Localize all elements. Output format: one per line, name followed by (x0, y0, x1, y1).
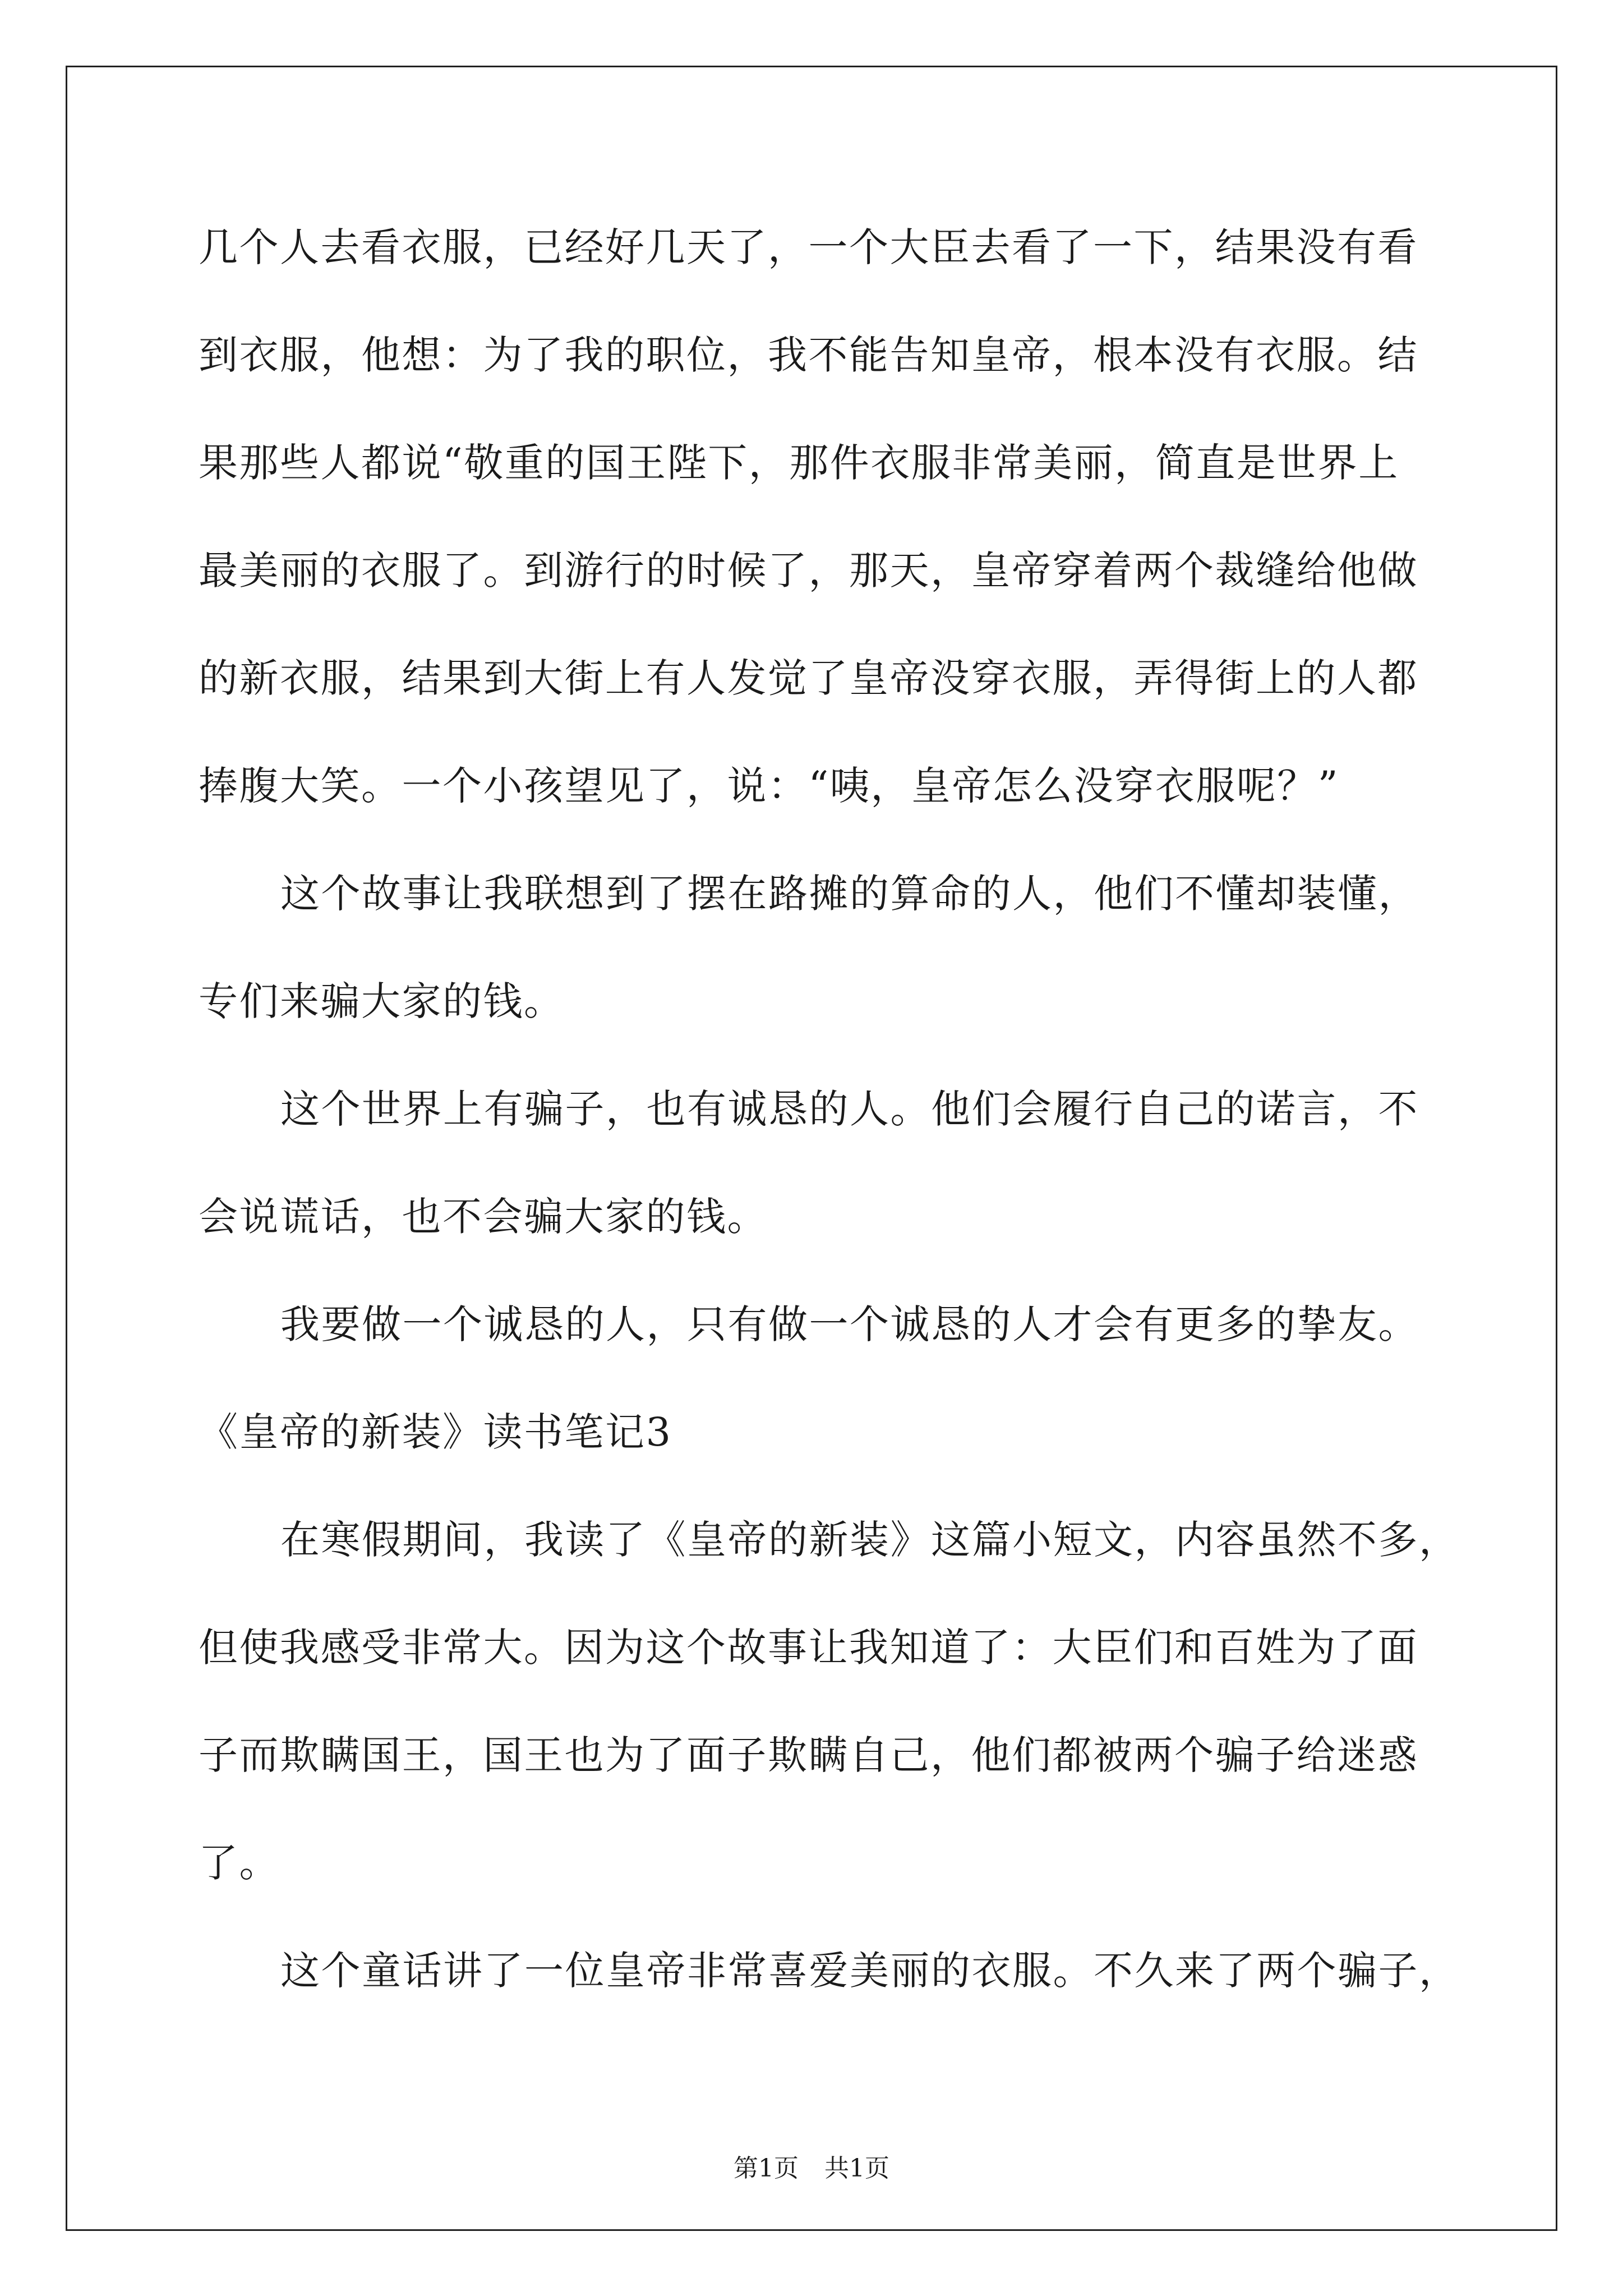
section-heading: 《皇帝的新装》读书笔记3 (199, 1409, 672, 1455)
document-body (199, 194, 1460, 2024)
text-line: 的新衣服，结果到大街上有人发觉了皇帝没穿衣服，弄得街上的人都 (199, 655, 1418, 701)
page-total: 共1页 (824, 2154, 889, 2183)
text-line: 专们来骗大家的钱。 (199, 978, 565, 1024)
text-line: 这个童话讲了一位皇帝非常喜爱美丽的衣服。不久来了两个骗子， (280, 1948, 1460, 1994)
text-line: 最美丽的衣服了。到游行的时候了，那天，皇帝穿着两个裁缝给他做 (199, 547, 1418, 593)
text-line: 会说谎话，也不会骗大家的钱。 (199, 1194, 768, 1240)
text-line: 这个世界上有骗子，也有诚恳的人。他们会履行自己的诺言，不 (280, 1086, 1419, 1132)
text-line: 在寒假期间，我读了《皇帝的新装》这篇小短文，内容虽然不多， (280, 1517, 1460, 1563)
text-line: 这个故事让我联想到了摆在路摊的算命的人，他们不懂却装懂， (280, 871, 1419, 917)
text-line: 了。 (199, 1840, 280, 1886)
text-line: 但使我感受非常大。因为这个故事让我知道了：大臣们和百姓为了面 (199, 1625, 1418, 1671)
text-line: 果那些人都说“敬重的国王陛下，那件衣服非常美丽，简直是世界上 (199, 440, 1399, 486)
page-number: 第1页 (734, 2154, 799, 2183)
text-line: 几个人去看衣服，已经好几天了，一个大臣去看了一下，结果没有看 (199, 224, 1418, 270)
text-line: 到衣服，他想：为了我的职位，我不能告知皇帝，根本没有衣服。结 (199, 332, 1418, 378)
text-line: 捧腹大笑。一个小孩望见了，说：“咦，皇帝怎么没穿衣服呢？” (199, 763, 1340, 809)
text-line: 子而欺瞒国王，国王也为了面子欺瞒自己，他们都被两个骗子给迷惑 (199, 1732, 1418, 1778)
text-line: 我要做一个诚恳的人，只有做一个诚恳的人才会有更多的挚友。 (280, 1301, 1419, 1347)
page-footer (0, 2152, 1623, 2185)
